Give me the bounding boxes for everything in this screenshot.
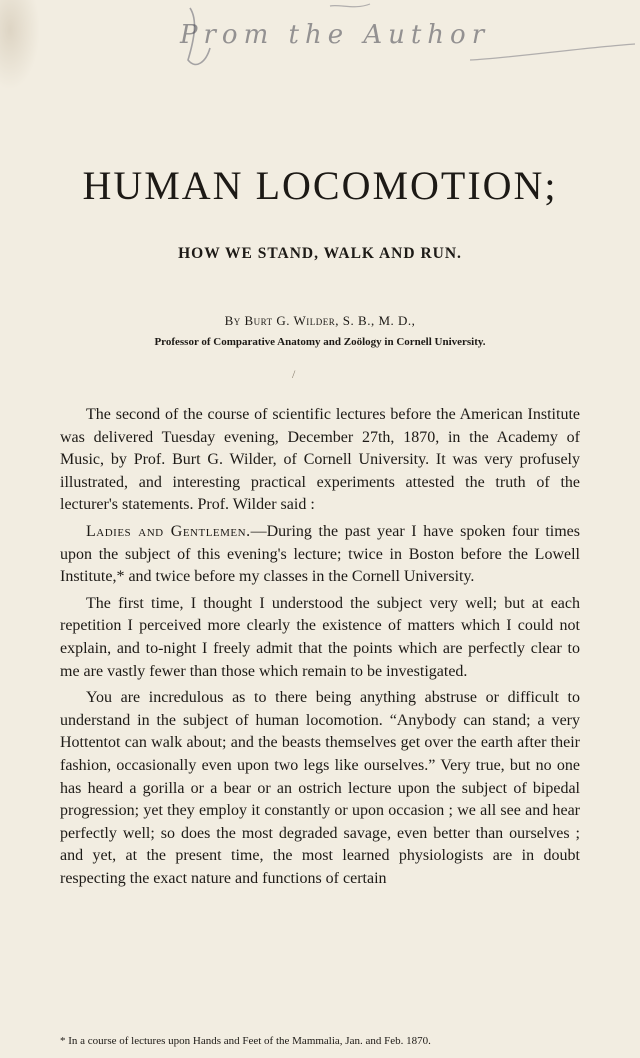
document-title: HUMAN LOCOMOTION;	[82, 163, 558, 208]
paragraph-first-time: The first time, I thought I understood the subject very well; but at each repetition I perceived more clearly the existence of matters which I could not explain, and to-night I freely admit that the points which are perfectly clear to me are vastly fewer than those which remain to be investigated.	[60, 594, 580, 680]
inscription-text: Prom the Author	[180, 20, 491, 50]
paragraph-intro: The second of the course of scientific lectures before the American Institute was delivered Tuesday evening, December 27th, 1870, in the Academy of Music, by Prof. Burt G. Wilder, of Cornell University. It was very profusely illustrated, and interesting practical experiments attested the truth of the lecturer's statements. Prof. Wilder said :	[60, 406, 580, 514]
author-byline: By Burt G. Wilder, S. B., M. D.,	[224, 313, 416, 328]
author-affiliation: Professor of Comparative Anatomy and Zoölogy in Cornell University.	[154, 336, 486, 348]
document-subtitle: HOW WE STAND, WALK AND RUN.	[178, 245, 462, 262]
paragraph-incredulous: You are incredulous as to there being anything abstruse or difficult to understand in the subject of human locomotion. “Anybody can stand; a very Hottentot can walk about; and the beasts themselves get over the earth after their fashion, occasionally even upon two legs like ourselves.” Very true, but no one has heard a gorilla or a bear or an ostrich lecture upon the subject of bipedal progression; yet they employ it constantly or upon occasion ; we all see and hear perfectly well; so does the most degraded savage, even better than ourselves ; and yet, at the present time, the most learned physiologists are in doubt respecting the exact nature and functions of certain	[60, 689, 580, 887]
pencil-mark: /	[292, 367, 296, 381]
handwritten-inscription	[180, 0, 640, 80]
paper-stain	[0, 0, 40, 90]
salutation: Ladies and Gentlemen.	[86, 522, 251, 540]
paragraph-address	[60, 521, 580, 589]
article-body	[60, 404, 580, 894]
paragraph-address-text: —During the past year I have spoken four times upon the subject of this evening's lecture; twice in Boston before the Lowell Institute,* and twice before my classes in the Cornell University.	[60, 522, 580, 586]
footnote: * In a course of lectures upon Hands and Feet of the Mammalia, Jan. and Feb. 1870.	[60, 1035, 431, 1047]
